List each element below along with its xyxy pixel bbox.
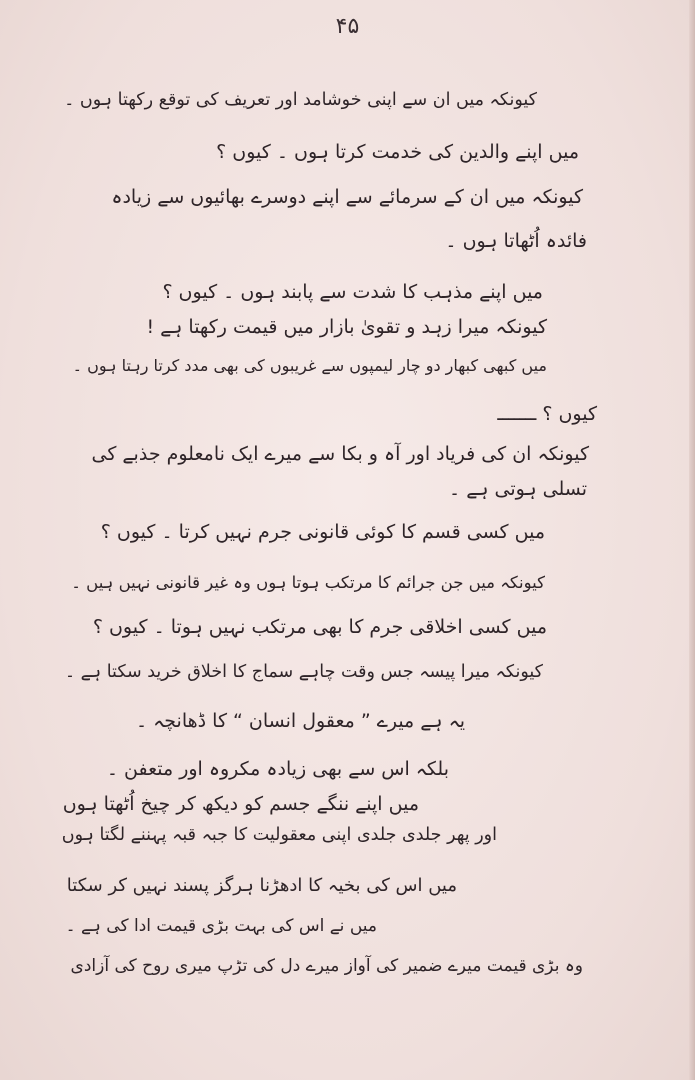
text-line-14: کیونکہ میرا پیسہ جس وقت چاہے سماج کا اخلاق خرید سکتا ہے ۔ [64, 662, 543, 682]
text-line-9: کیونکہ ان کی فریاد اور آہ و بکا سے میرے ایک نامعلوم جذبے کی [91, 443, 589, 465]
text-line-8: کیوں ؟ ـــــــ [497, 403, 597, 425]
text-line-13: میں کسی اخلاقی جرم کا بھی مرتکب نہیں ہوتا ۔ کیوں ؟ [92, 616, 547, 638]
text-line-7: میں کبھی کبھار دو چار لیمپوں سے غریبوں کی بھی مدد کرتا رہتا ہوں ۔ [72, 356, 547, 375]
text-line-3: کیونکہ میں ان کے سرمائے سے اپنے دوسرے بھائیوں سے زیادہ [111, 186, 583, 208]
text-line-11: میں کسی قسم کا کوئی قانونی جرم نہیں کرتا ۔ کیوں ؟ [100, 521, 545, 543]
text-line-20: میں نے اس کی بہت بڑی قیمت ادا کی ہے ۔ [65, 916, 377, 936]
text-line-2: میں اپنے والدین کی خدمت کرتا ہوں ۔ کیوں ؟ [216, 141, 579, 163]
text-line-10: تسلی ہوتی ہے ۔ [449, 478, 587, 500]
text-line-18: اور پھر جلدی جلدی اپنی معقولیت کا جبہ قبہ پہننے لگتا ہوں [61, 825, 497, 845]
page-edge-shadow [689, 0, 695, 1080]
text-line-4: فائدہ اُٹھاتا ہوں ۔ [445, 230, 587, 252]
text-line-12: کیونکہ میں جن جرائم کا مرتکب ہوتا ہوں وہ غیر قانونی نہیں ہیں ۔ [71, 573, 545, 592]
text-line-16: بلکہ اس سے بھی زیادہ مکروہ اور متعفن ۔ [106, 758, 449, 780]
text-line-6: کیونکہ میرا زہد و تقویٰ بازار میں قیمت رکھتا ہے ! [146, 316, 547, 338]
text-line-17: میں اپنے ننگے جسم کو دیکھ کر چیخ اُٹھتا ہوں [62, 793, 419, 815]
page-number: ۴۵ [335, 14, 360, 39]
text-line-15: یہ ہے میرے ” معقول انسان “ کا ڈھانچہ ۔ [135, 710, 465, 732]
text-line-21: وہ بڑی قیمت میرے ضمیر کی آواز میرے دل کی تڑپ میری روح کی آزادی [70, 956, 583, 976]
text-line-1: کیونکہ میں ان سے اپنی خوشامد اور تعریف کی توقع رکھتا ہوں ۔ [64, 90, 537, 110]
text-line-19: میں اس کی بخیہ کا ادھڑنا ہرگز پسند نہیں کر سکتا [66, 875, 457, 896]
text-line-5: میں اپنے مذہب کا شدت سے پابند ہوں ۔ کیوں ؟ [162, 281, 543, 303]
